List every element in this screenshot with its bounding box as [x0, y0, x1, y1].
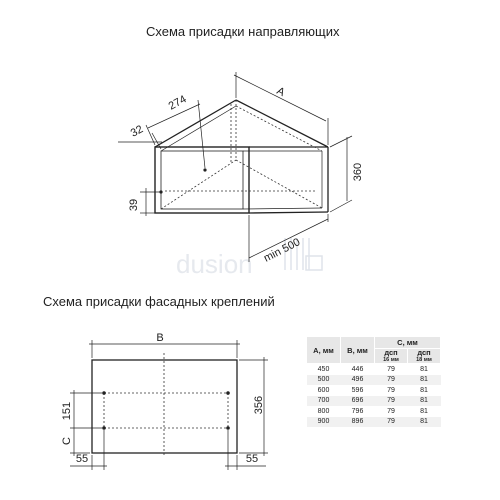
cell-c16: 79 [387, 407, 395, 415]
cell-b: 446 [351, 365, 364, 373]
dim-55-right-label: 55 [245, 453, 259, 465]
header-dsp16-label: дсп [384, 348, 398, 357]
box-holes [159, 168, 206, 193]
cell-c16: 79 [387, 365, 395, 373]
table-row [307, 375, 441, 386]
dim-min500-label: min 500 [261, 236, 303, 265]
table-row [307, 417, 441, 428]
header-dsp18 [408, 349, 441, 364]
cell-c18: 81 [420, 386, 428, 394]
dim-c-label: C [61, 437, 73, 445]
table-row [307, 385, 441, 396]
front-holes [102, 391, 230, 430]
cell-a: 500 [307, 375, 341, 386]
dim-151-c [70, 390, 102, 456]
box-hidden-edges [161, 100, 322, 209]
cell-a: 600 [317, 386, 330, 394]
dim-360 [330, 136, 352, 212]
cell-c16: 79 [387, 386, 395, 394]
table-row [307, 406, 441, 417]
guides-scheme-title: Схема присадки направляющих [146, 24, 340, 39]
dim-360-label: 360 [352, 162, 364, 182]
dim-151-label: 151 [61, 401, 73, 421]
table-row [307, 396, 441, 407]
dimensions-table [306, 336, 441, 427]
dim-356-label: 356 [253, 395, 265, 415]
dim-32-label: 32 [128, 123, 146, 140]
cell-c16: 79 [375, 417, 408, 428]
header-dsp18-sub: 18 мм [416, 357, 432, 363]
header-c: C, мм [375, 337, 441, 349]
watermark: dusion [176, 249, 253, 279]
dim-b-label: B [156, 332, 164, 344]
cell-c18: 81 [420, 365, 428, 373]
header-a: A, мм [307, 337, 341, 364]
cell-b: 896 [341, 417, 375, 428]
cell-b: 696 [341, 396, 375, 407]
cell-a: 800 [317, 407, 330, 415]
box-outer-edges [155, 100, 328, 213]
cell-b: 496 [341, 375, 375, 386]
header-dsp16 [375, 349, 408, 364]
header-dsp16-sub: 16 мм [383, 357, 399, 363]
dim-39-label: 39 [128, 198, 140, 212]
cell-c18: 81 [408, 375, 441, 386]
dim-b [89, 340, 240, 358]
cell-c18: 81 [420, 407, 428, 415]
cell-c16: 79 [375, 375, 408, 386]
table-row [307, 364, 441, 375]
front-panel [92, 360, 237, 453]
cell-c18: 81 [408, 396, 441, 407]
cell-c16: 79 [375, 396, 408, 407]
dim-39 [140, 188, 160, 216]
box-front-face [155, 147, 249, 213]
box-diagram [118, 72, 364, 265]
cell-c18: 81 [408, 417, 441, 428]
dim-min500 [249, 214, 328, 265]
front-hidden-lines [104, 353, 228, 457]
dim-55-left-label: 55 [75, 453, 89, 465]
cell-b: 596 [351, 386, 364, 394]
dim-274-label: 274 [166, 93, 189, 113]
cell-b: 796 [351, 407, 364, 415]
front-diagram [61, 332, 268, 470]
header-b: B, мм [341, 337, 375, 364]
cell-a: 900 [307, 417, 341, 428]
dim-a [234, 72, 328, 145]
cell-a: 700 [307, 396, 341, 407]
header-dsp18-label: дсп [417, 348, 431, 357]
facade-scheme-title: Схема присадки фасадных креплений [43, 294, 275, 309]
cell-a: 450 [317, 365, 330, 373]
dim-a-label: A [274, 84, 287, 100]
